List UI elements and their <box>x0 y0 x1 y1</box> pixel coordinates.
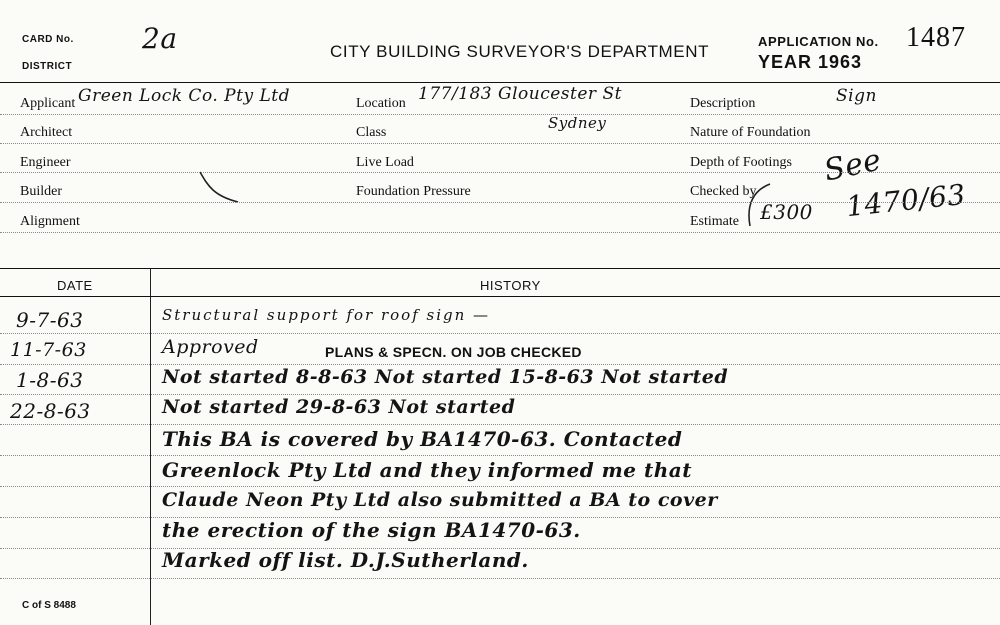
alignment-label: Alignment <box>20 214 80 229</box>
history-entry: Not started 8-8-63 Not started 15-8-63 Not started <box>162 366 729 388</box>
history-line <box>0 486 1000 487</box>
date-column-header: DATE <box>57 278 93 293</box>
plans-checked-stamp: PLANS & SPECN. ON JOB CHECKED <box>325 344 582 360</box>
nature-of-foundation-label: Nature of Foundation <box>690 125 811 140</box>
field-line <box>0 143 1000 144</box>
field-line <box>0 202 1000 203</box>
history-line <box>0 364 1000 365</box>
description-value: Sign <box>836 86 877 106</box>
depth-of-footings-label: Depth of Footings <box>690 155 792 170</box>
foundation-pressure-label: Foundation Pressure <box>356 184 471 199</box>
application-no-value: 1487 <box>906 22 966 53</box>
field-line <box>0 232 1000 233</box>
history-date: 22-8-63 <box>10 399 91 423</box>
history-entry: Not started 29-8-63 Not started <box>162 396 516 418</box>
history-column-header: HISTORY <box>480 278 541 293</box>
history-entry: This BA is covered by BA1470-63. Contacted <box>162 427 683 451</box>
applicant-label: Applicant <box>20 96 76 111</box>
history-entry: Marked off list. D.J.Sutherland. <box>162 548 529 572</box>
description-label: Description <box>690 96 756 111</box>
history-date: 1-8-63 <box>16 368 84 392</box>
field-line <box>0 114 1000 115</box>
builder-label: Builder <box>20 184 62 199</box>
card-no-label: CARD No. <box>22 34 74 45</box>
checked-by-label: Checked by <box>690 184 757 199</box>
history-line <box>0 394 1000 395</box>
location-label: Location <box>356 96 406 111</box>
column-divider <box>150 268 151 625</box>
field-line <box>0 172 1000 173</box>
estimate-value: £300 <box>760 200 813 224</box>
card-no-value: 2a <box>142 22 178 55</box>
estimate-bracket <box>740 180 780 232</box>
estimate-label: Estimate <box>690 214 739 229</box>
header-rule <box>0 82 1000 83</box>
application-no-label: APPLICATION No. <box>758 34 879 49</box>
history-line <box>0 578 1000 579</box>
history-entry: Claude Neon Pty Ltd also submitted a BA to cover <box>162 489 718 511</box>
form-code: C of S 8488 <box>22 600 76 611</box>
cross-reference: 1470/63 <box>844 177 968 224</box>
see-note: See <box>820 142 885 189</box>
location-value: 177/183 Gloucester St <box>418 84 622 104</box>
history-entry: the erection of the sign BA1470-63. <box>162 518 581 542</box>
history-date: 11-7-63 <box>10 339 87 361</box>
history-line <box>0 424 1000 425</box>
history-entry: Greenlock Pty Ltd and they informed me that <box>162 458 692 482</box>
history-entry: Approved <box>162 336 259 358</box>
class-label: Class <box>356 125 387 140</box>
live-load-label: Live Load <box>356 155 414 170</box>
year-label: YEAR 1963 <box>758 52 863 72</box>
class-value: Sydney <box>548 114 607 132</box>
history-date: 9-7-63 <box>16 308 84 332</box>
district-label: DISTRICT <box>22 61 73 72</box>
history-line <box>0 455 1000 456</box>
applicant-value: Green Lock Co. Pty Ltd <box>78 86 290 106</box>
department-title: CITY BUILDING SURVEYOR'S DEPARTMENT <box>330 42 710 61</box>
history-entry: Structural support for roof sign — <box>162 306 491 324</box>
history-header-rule <box>0 296 1000 297</box>
architect-label: Architect <box>20 125 73 140</box>
history-line <box>0 333 1000 334</box>
engineer-label: Engineer <box>20 155 71 170</box>
